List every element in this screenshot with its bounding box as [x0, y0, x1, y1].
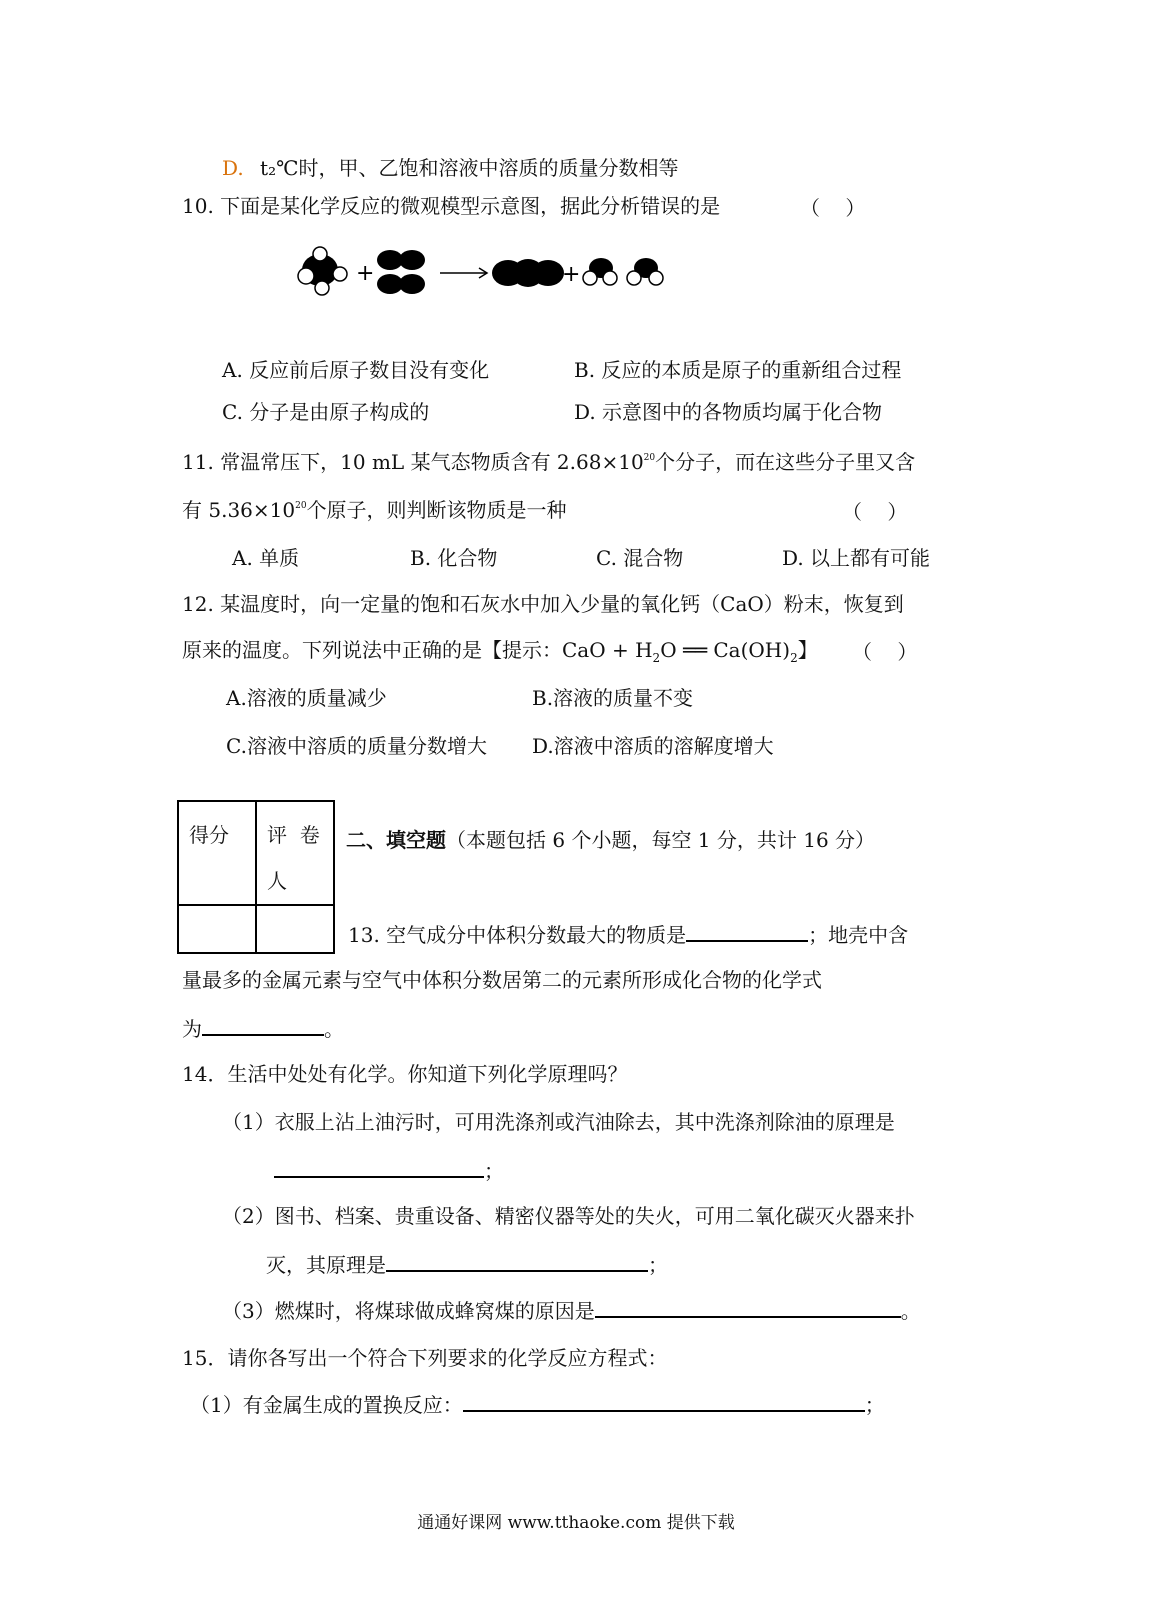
plus-sign-1: + [356, 261, 375, 286]
q11-option-b: B. 化合物 [410, 546, 498, 570]
q11-answer-paren: （ ） [842, 500, 908, 524]
q11-line-1-pre: 11. 常温常压下，10 mL 某气态物质含有 2.68×10 [182, 450, 644, 474]
q13-line-3 [182, 1014, 344, 1043]
q13-line-1-pre: 13. 空气成分中体积分数最大的物质是 [348, 923, 687, 947]
section-2-title: 二、填空题 [346, 828, 446, 852]
q12-option-c: C.溶液中溶质的质量分数增大 [226, 734, 487, 758]
q12-option-d: D.溶液中溶质的溶解度增大 [532, 734, 774, 758]
q12-option-a: A.溶液的质量减少 [226, 686, 387, 710]
q14-part-2-pre: 灭，其原理是 [266, 1253, 386, 1277]
q14-part-3-pre: （3）燃煤时，将煤球做成蜂窝煤的原因是 [222, 1299, 595, 1323]
reviewer-label-1: 评 卷 [267, 823, 320, 847]
section-2-note: （本题包括 6 个小题，每空 1 分，共计 16 分） [446, 828, 876, 852]
q14-part-3-end: 。 [900, 1299, 921, 1323]
q11-line-2-exponent: 20 [295, 501, 307, 511]
reviewer-label-2: 人 [267, 869, 287, 893]
q12-answer-paren: （ ） [852, 640, 918, 664]
q10-option-c: C. 分子是由原子构成的 [222, 400, 430, 424]
q12-line-2 [182, 636, 818, 664]
q11-option-d: D. 以上都有可能 [782, 546, 931, 570]
q14-part-2-line-1: （2）图书、档案、贵重设备、精密仪器等处的失火，可用二氧化碳灭火器来扑 [222, 1204, 915, 1228]
q13-answer-blank-1[interactable] [686, 920, 808, 942]
q14-answer-blank-1[interactable] [274, 1156, 484, 1178]
q12-option-b: B.溶液的质量不变 [532, 686, 694, 710]
q12-caoh2-subscript: 2 [790, 651, 798, 665]
q11-line-1-post: 个分子，而在这些分子里又含 [655, 450, 916, 474]
q9-option-d-text: t₂℃时，甲、乙饱和溶液中溶质的质量分数相等 [260, 156, 679, 180]
score-label-cell [178, 801, 256, 905]
q9-option-d-label: D. [222, 156, 244, 180]
q14-answer-blank-3[interactable] [595, 1296, 901, 1318]
q10-stem: 10. 下面是某化学反应的微观模型示意图，据此分析错误的是 [182, 194, 721, 218]
q13-line-1 [348, 920, 908, 949]
q14-part-2-end: ； [648, 1253, 668, 1277]
page-footer: 通通好课网 www.tthaoke.com 提供下载 [417, 1513, 735, 1533]
q14-answer-blank-2[interactable] [386, 1250, 648, 1272]
q11-option-c: C. 混合物 [596, 546, 684, 570]
q14-part-3 [222, 1296, 921, 1325]
q10-answer-paren: （ ） [800, 196, 866, 220]
q15-part-1-pre: （1）有金属生成的置换反应： [190, 1393, 463, 1417]
product-molecule-2 [583, 258, 663, 285]
section-2-heading [346, 826, 875, 854]
q12-line-2-pre: 原来的温度。下列说法中正确的是【提示：CaO + H [182, 638, 653, 662]
q14-part-1-answer-line [274, 1156, 504, 1185]
score-table [177, 800, 335, 954]
q12-line-2-post: 】 [797, 638, 818, 662]
q14-part-1: （1）衣服上沾上油污时，可用洗涤剂或汽油除去，其中洗涤剂除油的原理是 [222, 1110, 895, 1134]
score-value-cell[interactable] [178, 905, 256, 953]
q13-line-2: 量最多的金属元素与空气中体积分数居第二的元素所形成化合物的化学式 [182, 968, 822, 992]
q10-reaction-diagram [290, 240, 690, 310]
q15-part-1 [190, 1390, 885, 1419]
q11-line-2-pre: 有 5.36×10 [182, 498, 296, 522]
q10-option-a: A. 反应前后原子数目没有变化 [222, 358, 490, 382]
q11-line-1 [182, 448, 915, 476]
reviewer-value-cell[interactable] [256, 905, 334, 953]
q15-answer-blank-1[interactable] [463, 1390, 865, 1412]
plus-sign-2: + [562, 262, 581, 287]
q13-line-3-pre: 为 [182, 1017, 202, 1041]
reviewer-label-cell [256, 801, 334, 905]
q14-stem: 14．生活中处处有化学。你知道下列化学原理吗？ [182, 1062, 628, 1086]
q13-line-3-post: 。 [324, 1017, 344, 1041]
q10-option-b: B. 反应的本质是原子的重新组合过程 [574, 358, 902, 382]
q12-line-1: 12. 某温度时，向一定量的饱和石灰水中加入少量的氧化钙（CaO）粉末，恢复到 [182, 592, 904, 616]
q12-h2o-subscript: 2 [652, 651, 661, 665]
q11-line-2 [182, 496, 567, 524]
q12-line-2-mid: O ══ Ca(OH) [660, 638, 791, 662]
q14-part-2-line-2 [266, 1250, 668, 1279]
q13-answer-blank-2[interactable] [202, 1014, 324, 1036]
score-label: 得分 [189, 823, 229, 847]
reactant-molecule-1 [298, 247, 347, 295]
reaction-arrow [440, 268, 487, 278]
reactant-molecule-2 [377, 250, 425, 294]
q15-part-1-end: ； [864, 1393, 885, 1417]
q15-stem: 15．请你各写出一个符合下列要求的化学反应方程式： [182, 1346, 668, 1370]
q11-line-1-exponent: 20 [643, 453, 656, 463]
q13-line-1-post: ；地壳中含 [808, 923, 909, 947]
product-molecule-1 [492, 259, 564, 287]
q14-part-1-end: ； [484, 1159, 504, 1183]
q9-option-d [222, 154, 678, 182]
q11-line-2-post: 个原子，则判断该物质是一种 [306, 498, 567, 522]
q10-option-d: D. 示意图中的各物质均属于化合物 [574, 400, 883, 424]
q11-option-a: A. 单质 [232, 546, 300, 570]
